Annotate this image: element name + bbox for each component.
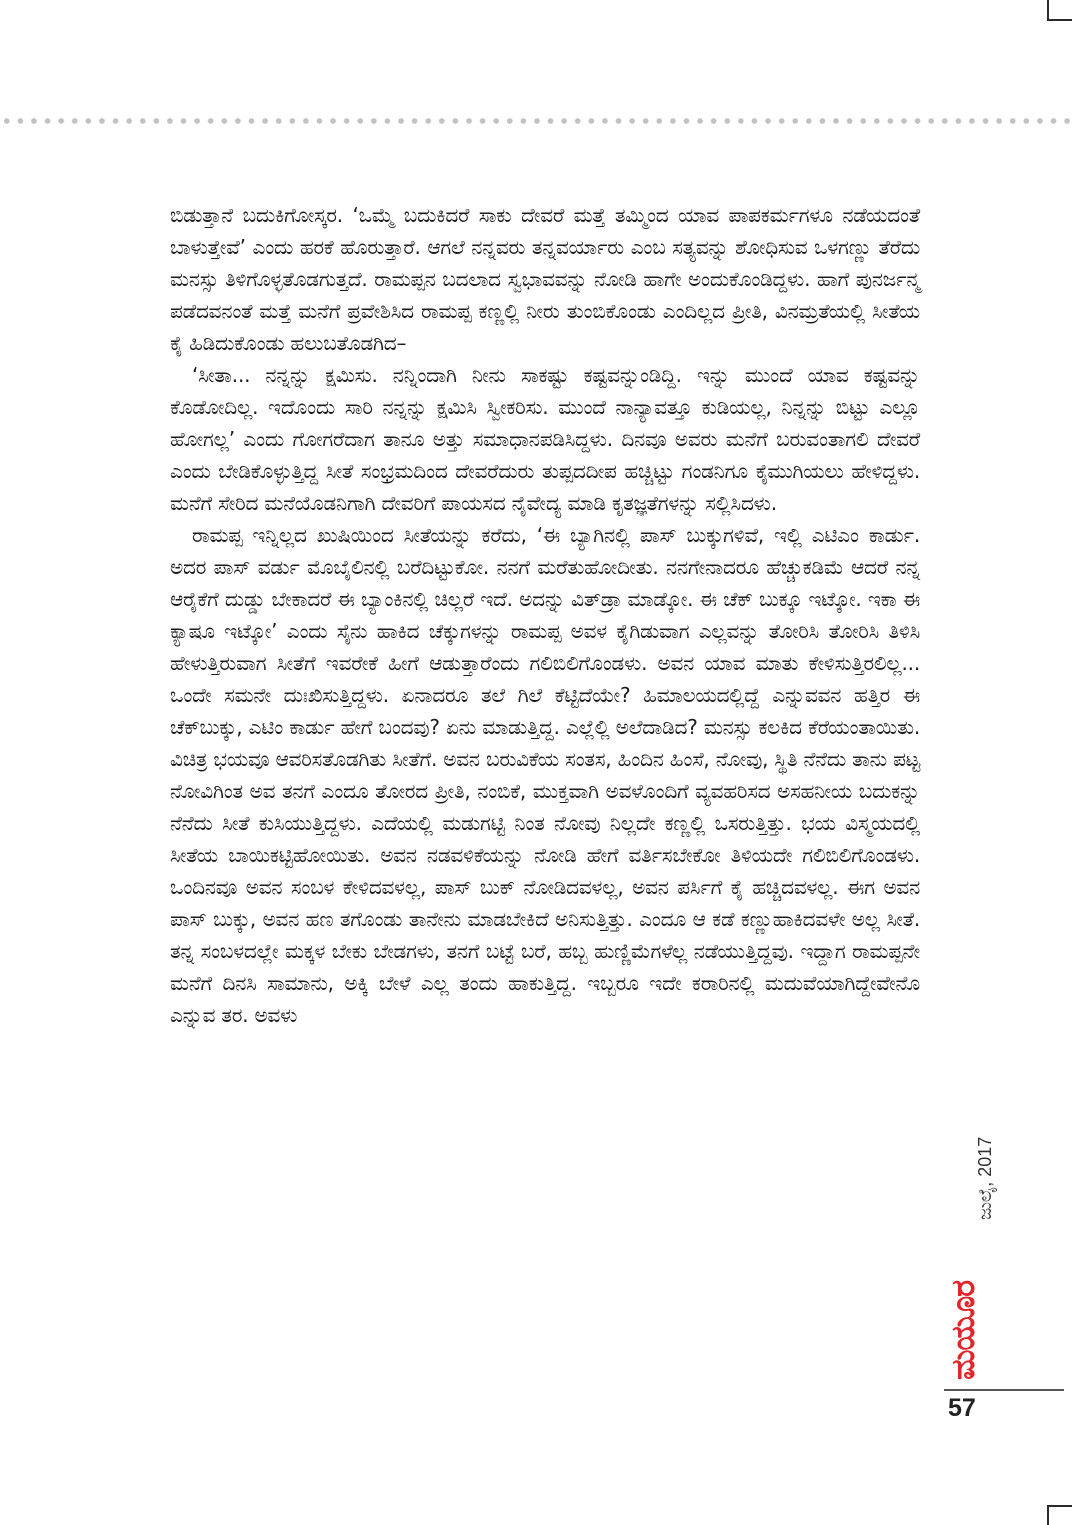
article-paragraph-2: ‘ಸೀತಾ... ನನ್ನನ್ನು ಕ್ಷಮಿಸು. ನನ್ನಿಂದಾಗಿ ನೀನು ಸಾಕಷ್ಟು ಕಷ್ಟವನ್ನುಂಡಿದ್ದಿ. ಇನ್ನು ಮುಂದೆ ಯಾವ ಕಷ್ಟವನ್ನು ಕೊಡೋದಿಲ್ಲ. ಇದೊಂದು ಸಾರಿ ನನ್ನನ್ನು ಕ್ಷಮಿಸಿ ಸ್ವೀಕರಿಸು. ಮುಂದೆ ನಾನ್ಯಾವತ್ತೂ ಕುಡಿಯಲ್ಲ, ನಿನ್ನನ್ನು ಬಿಟ್ಟು ಎಲ್ಲೂ ಹೋಗಲ್ಲ’ ಎಂದು ಗೋಗರೆದಾಗ ತಾನೂ ಅತ್ತು ಸಮಾಧಾನಪಡಿಸಿದ್ದಳು. ದಿನವೂ ಅವರು ಮನೆಗೆ ಬರುವಂತಾಗಲಿ ದೇವರೆ ಎಂದು ಬೇಡಿಕೊಳ್ಳುತ್ತಿದ್ದ ಸೀತೆ ಸಂಭ್ರಮದಿಂದ ದೇವರೆದುರು ತುಪ್ಪದದೀಪ ಹಚ್ಚಿಟ್ಟು ಗಂಡನಿಗೂ ಕೈಮುಗಿಯಲು ಹೇಳಿದ್ದಳು. ಮನೆಗೆ ಸೇರಿದ ಮನೆಯೊಡನಿಗಾಗಿ ದೇವರಿಗೆ ಪಾಯಸದ ನೈವೇದ್ಯ ಮಾಡಿ ಕೃತಜ್ಞತೆಗಳನ್ನು ಸಲ್ಲಿಸಿದಳು. <box>170 363 920 515</box>
article-body <box>170 199 920 1399</box>
issue-date: ಜುಲೈ, 2017 <box>975 1136 995 1220</box>
magazine-logo: ಮಯೂರ <box>944 1280 982 1380</box>
crop-mark-bottom-vertical <box>1047 1505 1049 1525</box>
crop-mark-bottom-horizontal <box>1047 1505 1072 1507</box>
article-paragraph-1: ಬಿಡುತ್ತಾನೆ ಬದುಕಿಗೋಸ್ಕರ. ‘ಒಮ್ಮೆ ಬದುಕಿದರೆ ಸಾಕು ದೇವರೆ ಮತ್ತೆ ತಮ್ಮಿಂದ ಯಾವ ಪಾಪಕರ್ಮಗಳೂ ನಡೆಯದಂತೆ ಬಾಳುತ್ತೇವೆ’ ಎಂದು ಹರಕೆ ಹೊರುತ್ತಾರೆ. ಆಗಲೆ ನನ್ನವರು ತನ್ನವರ್ಯಾರು ಎಂಬ ಸತ್ಯವನ್ನು ಶೋಧಿಸುವ ಒಳಗಣ್ಣು ತೆರೆದು ಮನಸ್ಸು ತಿಳಿಗೊಳ್ಳತೊಡಗುತ್ತದೆ. ರಾಮಪ್ಪನ ಬದಲಾದ ಸ್ವಭಾವವನ್ನು ನೋಡಿ ಹಾಗೇ ಅಂದುಕೊಂಡಿದ್ದಳು. ಹಾಗೆ ಪುನರ್ಜನ್ಮ ಪಡೆದವನಂತೆ ಮತ್ತೆ ಮನೆಗೆ ಪ್ರವೇಶಿಸಿದ ರಾಮಪ್ಪ ಕಣ್ಣಲ್ಲಿ ನೀರು ತುಂಬಿಕೊಂಡು ಎಂದಿಲ್ಲದ ಪ್ರೀತಿ, ವಿನಮ್ರತೆಯಲ್ಲಿ ಸೀತೆಯ ಕೈ ಹಿಡಿದುಕೊಂಡು ಹಲುಬತೊಡಗಿದ– <box>170 203 920 355</box>
page-number-rule <box>944 1389 1064 1391</box>
page-number: 57 <box>948 1394 976 1422</box>
crop-mark-top-vertical <box>1047 0 1049 20</box>
dotted-separator <box>0 117 1072 125</box>
crop-mark-top-horizontal <box>1047 19 1072 21</box>
article-paragraph-3: ರಾಮಪ್ಪ ಇನ್ನಿಲ್ಲದ ಖುಷಿಯಿಂದ ಸೀತೆಯನ್ನು ಕರೆದು, ‘ಈ ಬ್ಯಾಗಿನಲ್ಲಿ ಪಾಸ್ ಬುಕ್ಕುಗಳಿವೆ, ಇಲ್ಲಿ ಎಟಿಎಂ ಕಾರ್ಡು. ಅದರ ಪಾಸ್ ವರ್ಡು ಮೊಬೈಲಿನಲ್ಲಿ ಬರೆದಿಟ್ಟುಕೋ. ನನಗೆ ಮರೆತುಹೋದೀತು. ನನಗೇನಾದರೂ ಹೆಚ್ಚುಕಡಿಮೆ ಆದರೆ ನನ್ನ ಆರೈಕೆಗೆ ದುಡ್ಡು ಬೇಕಾದರೆ ಈ ಬ್ಯಾಂಕಿನಲ್ಲಿ ಚಿಲ್ಲರೆ ಇದೆ. ಅದನ್ನು ವಿತ್‌ಡ್ರಾ ಮಾಡ್ಕೋ. ಈ ಚೆಕ್ ಬುಕ್ಕೂ ಇಟ್ಕೋ. ಇಕಾ ಈ ಕ್ಯಾಷೂ ಇಟ್ಕೋ’ ಎಂದು ಸೈನು ಹಾಕಿದ ಚೆಕ್ಕುಗಳನ್ನು ರಾಮಪ್ಪ ಅವಳ ಕೈಗಿಡುವಾಗ ಎಲ್ಲವನ್ನು ತೋರಿಸಿ ತೋರಿಸಿ ತಿಳಿಸಿ ಹೇಳುತ್ತಿರುವಾಗ ಸೀತೆಗೆ ಇವರೇಕೆ ಹೀಗೆ ಆಡುತ್ತಾರೆಂದು ಗಲಿಬಿಲಿಗೊಂಡಳು. ಅವನ ಯಾವ ಮಾತು ಕೇಳಿಸುತ್ತಿರಲಿಲ್ಲ... ಒಂದೇ ಸಮನೇ ದುಃಖಿಸುತ್ತಿದ್ದಳು. ಏನಾದರೂ ತಲೆ ಗಿಲೆ ಕೆಟ್ಟಿದೆಯೇ? ಹಿಮಾಲಯದಲ್ಲಿದ್ದೆ ಎನ್ನುವವನ ಹತ್ತಿರ ಈ ಚೆಕ್‌ಬುಕ್ಕು, ಎಟಿಂ ಕಾರ್ಡು ಹೇಗೆ ಬಂದವು? ಏನು ಮಾಡುತ್ತಿದ್ದ. ಎಲ್ಲೆಲ್ಲಿ ಅಲೆದಾಡಿದ? ಮನಸ್ಸು ಕಲಕಿದ ಕೆರೆಯಂತಾಯಿತು. ವಿಚಿತ್ರ ಭಯವೂ ಆವರಿಸತೊಡಗಿತು ಸೀತೆಗೆ. ಅವನ ಬರುವಿಕೆಯ ಸಂತಸ, ಹಿಂದಿನ ಹಿಂಸೆ, ನೋವು, ಸ್ಥಿತಿ ನೆನೆದು ತಾನು ಪಟ್ಟ ನೋವಿಗಿಂತ ಅವ ತನಗೆ ಎಂದೂ ತೋರದ ಪ್ರೀತಿ, ನಂಬಿಕೆ, ಮುಕ್ತವಾಗಿ ಅವಳೊಂದಿಗೆ ವ್ಯವಹರಿಸದ ಅಸಹನೀಯ ಬದುಕನ್ನು ನೆನೆದು ಸೀತೆ ಕುಸಿಯುತ್ತಿದ್ದಳು. ಎದೆಯಲ್ಲಿ ಮಡುಗಟ್ಟಿ ನಿಂತ ನೋವು ನಿಲ್ಲದೇ ಕಣ್ಣಲ್ಲಿ ಒಸರುತ್ತಿತ್ತು. ಭಯ ವಿಸ್ಮಯದಲ್ಲಿ ಸೀತೆಯ ಬಾಯಿಕಟ್ಟಿಹೋಯಿತು. ಅವನ ನಡವಳಿಕೆಯನ್ನು ನೋಡಿ ಹೇಗೆ ವರ್ತಿಸಬೇಕೋ ತಿಳಿಯದೇ ಗಲಿಬಿಲಿಗೊಂಡಳು. ಒಂದಿನವೂ ಅವನ ಸಂಬಳ ಕೇಳಿದವಳಲ್ಲ, ಪಾಸ್ ಬುಕ್ ನೋಡಿದವಳಲ್ಲ, ಅವನ ಪರ್ಸಿಗೆ ಕೈ ಹಚ್ಚಿದವಳಲ್ಲ. ಈಗ ಅವನ ಪಾಸ್ ಬುಕ್ಕು, ಅವನ ಹಣ ತಗೊಂಡು ತಾನೇನು ಮಾಡಬೇಕಿದೆ ಅನಿಸುತ್ತಿತ್ತು. ಎಂದೂ ಆ ಕಡೆ ಕಣ್ಣುಹಾಕಿದವಳೇ ಅಲ್ಲ ಸೀತೆ. ತನ್ನ ಸಂಬಳದಲ್ಲೇ ಮಕ್ಕಳ ಬೇಕು ಬೇಡಗಳು, ತನಗೆ ಬಟ್ಟೆ ಬರೆ, ಹಬ್ಬ ಹುಣ್ಣಿಮೆಗಳೆಲ್ಲ ನಡೆಯುತ್ತಿದ್ದವು. ಇದ್ದಾಗ ರಾಮಪ್ಪನೇ ಮನೆಗೆ ದಿನಸಿ ಸಾಮಾನು, ಅಕ್ಕಿ ಬೇಳೆ ಎಲ್ಲ ತಂದು ಹಾಕುತ್ತಿದ್ದ. ಇಬ್ಬರೂ ಇದೇ ಕರಾರಿನಲ್ಲಿ ಮದುವೆಯಾಗಿದ್ದೇವೇನೊ ಎನ್ನುವ ತರ. ಅವಳು <box>170 523 920 1027</box>
